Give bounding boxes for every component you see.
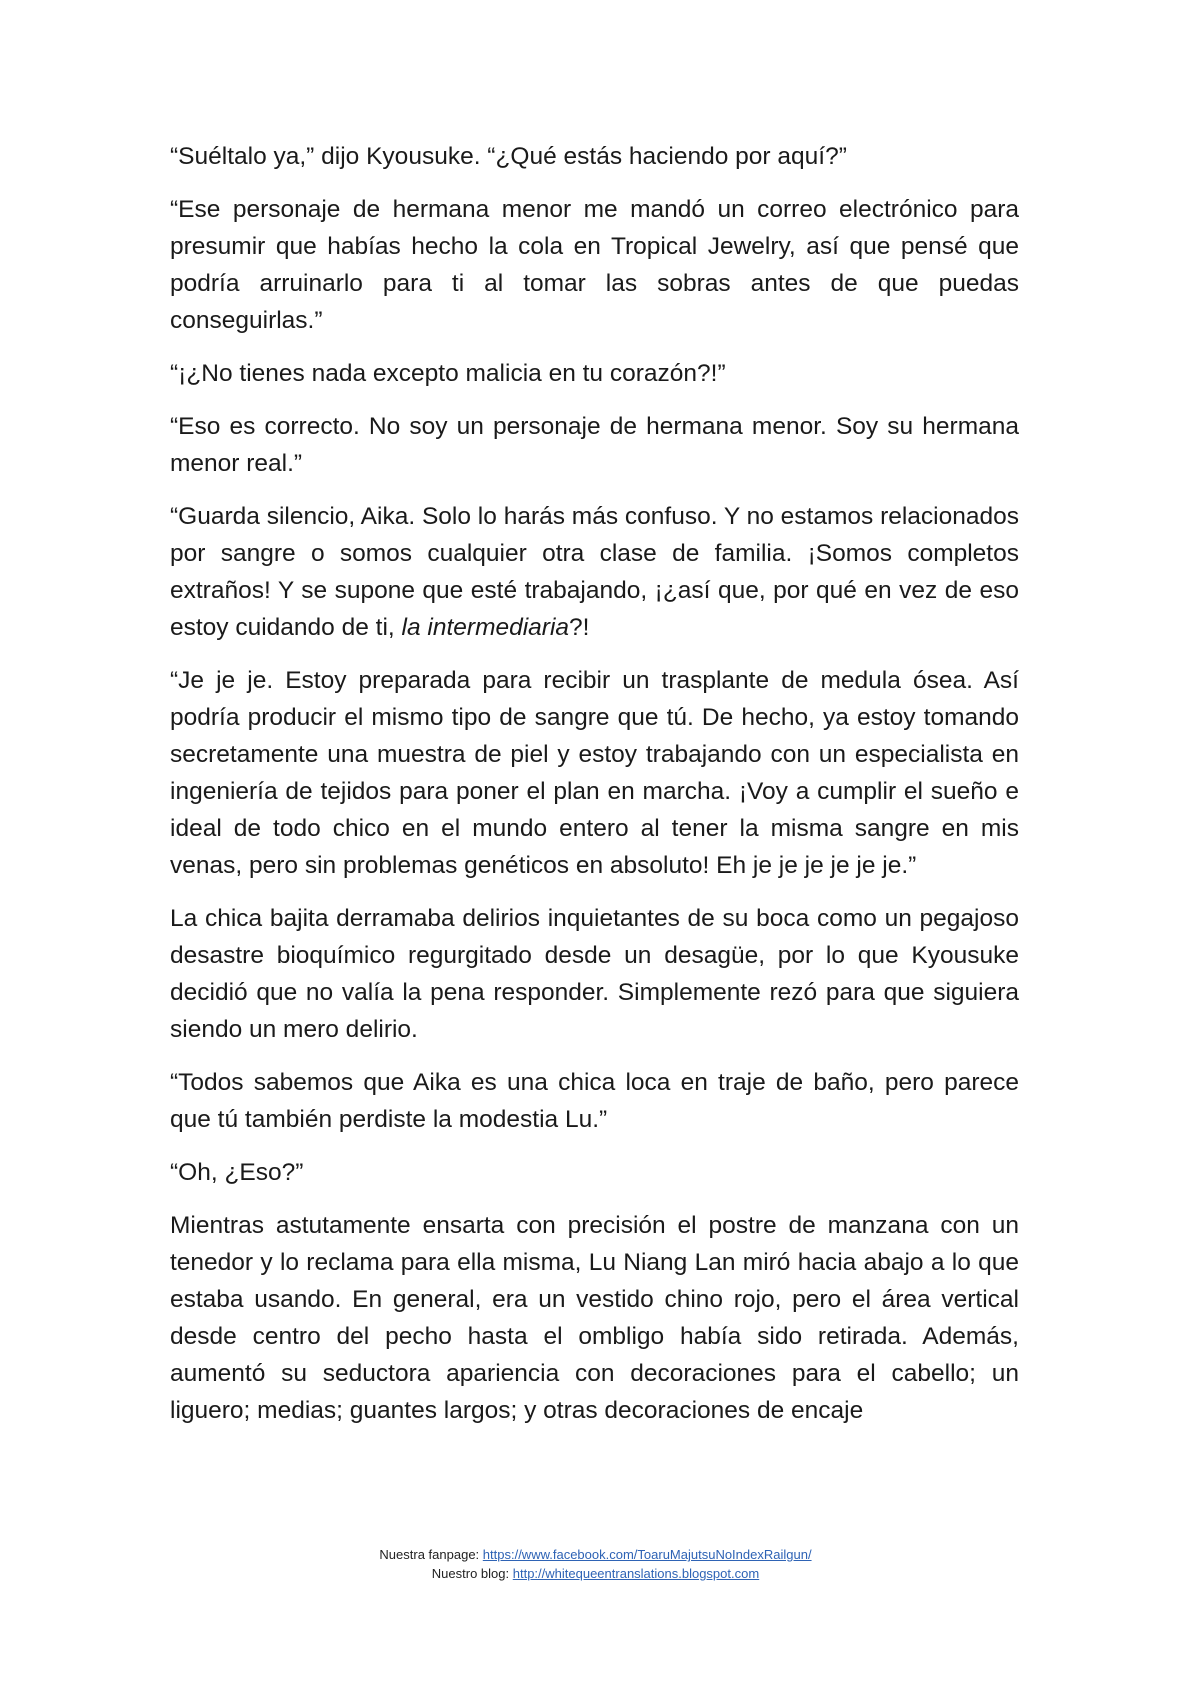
- paragraph-5-text: “Guarda silencio, Aika. Solo lo harás más confuso. Y no estamos relacionados por sangre o somos cualquier otra clase de familia. ¡Somos completos extraños! Y se supone que esté trabajando, ¡¿así que, por qué en vez de eso estoy cuidando de ti,: [170, 503, 1019, 641]
- paragraph-5-end: ?!: [569, 614, 590, 641]
- blog-line: [0, 1564, 1191, 1583]
- page-footer: [0, 1545, 1191, 1583]
- paragraph-5-italic: la intermediaria: [401, 614, 570, 641]
- paragraph-4: “Eso es correcto. No soy un personaje de hermana menor. Soy su hermana menor real.”: [170, 413, 1019, 477]
- paragraph-10: Mientras astutamente ensarta con precisión el postre de manzana con un tenedor y lo reclama para ella misma, Lu Niang Lan miró hacia abajo a lo que estaba usando. En general, era un vestido chino rojo, pero el área vertical desde centro del pecho hasta el ombligo había sido retirada. Además, aumentó su seductora apariencia con decoraciones para el cabello; un liguero; medias; guantes largos; y otras decoraciones de encaje: [170, 1212, 1019, 1424]
- paragraph-1: “Suéltalo ya,” dijo Kyousuke. “¿Qué estás haciendo por aquí?”: [170, 143, 847, 170]
- document-body: [170, 138, 1019, 1445]
- blog-link[interactable]: http://whitequeentranslations.blogspot.com: [512, 1566, 760, 1581]
- paragraph-3: “¡¿No tienes nada excepto malicia en tu corazón?!”: [170, 360, 726, 387]
- paragraph-6: “Je je je. Estoy preparada para recibir un trasplante de medula ósea. Así podría producir el mismo tipo de sangre que tú. De hecho, ya estoy tomando secretamente una muestra de piel y estoy trabajando con un especialista en ingeniería de tejidos para poner el plan en marcha. ¡Voy a cumplir el sueño e ideal de todo chico en el mundo entero al tener la misma sangre en mis venas, pero sin problemas genéticos en absoluto! Eh je je je je je je.”: [170, 667, 1019, 879]
- paragraph-2: “Ese personaje de hermana menor me mandó un correo electrónico para presumir que habías hecho la cola en Tropical Jewelry, así que pensé que podría arruinarlo para ti al tomar las sobras antes de que puedas conseguirlas.”: [170, 196, 1019, 334]
- paragraph-8: “Todos sabemos que Aika es una chica loca en traje de baño, pero parece que tú también perdiste la modestia Lu.”: [170, 1069, 1019, 1133]
- paragraph-7: La chica bajita derramaba delirios inquietantes de su boca como un pegajoso desastre bioquímico regurgitado desde un desagüe, por lo que Kyousuke decidió que no valía la pena responder. Simplemente rezó para que siguiera siendo un mero delirio.: [170, 905, 1019, 1043]
- blog-label: Nuestro blog:: [431, 1566, 510, 1581]
- fanpage-label: Nuestra fanpage:: [379, 1547, 480, 1562]
- paragraph-5: [170, 498, 1019, 646]
- fanpage-link[interactable]: https://www.facebook.com/ToaruMajutsuNoIndexRailgun/: [482, 1547, 812, 1562]
- fanpage-line: [0, 1545, 1191, 1564]
- paragraph-9: “Oh, ¿Eso?”: [170, 1159, 304, 1186]
